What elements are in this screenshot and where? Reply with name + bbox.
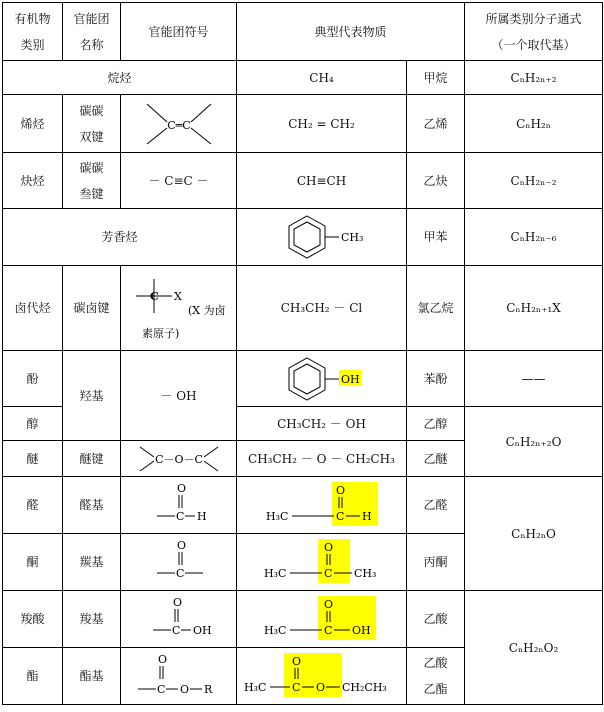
name-diethyl-ether: 乙醚 xyxy=(407,441,465,477)
category-alkyne: 炔烃 xyxy=(3,153,63,209)
svg-text:OH: OH xyxy=(192,624,212,637)
svg-text:R: R xyxy=(203,683,212,696)
category-halide: 卤代烃 xyxy=(3,266,63,351)
formula-ethyl-acetate xyxy=(237,648,407,705)
svg-text:CH₃: CH₃ xyxy=(340,231,363,244)
svg-text:C: C xyxy=(156,683,165,696)
name-ethyne: 乙炔 xyxy=(407,153,465,209)
svg-text:H: H xyxy=(361,510,372,523)
row-aromatic xyxy=(3,209,603,266)
ether-structure-icon xyxy=(124,443,234,475)
group-ether: 醚键 xyxy=(63,441,121,477)
svg-text:H₃C: H₃C xyxy=(263,567,286,580)
svg-text:C: C xyxy=(175,567,184,580)
svg-text:X: X xyxy=(173,290,182,303)
name-ethyl-acetate: 乙酸 乙酯 xyxy=(407,648,465,705)
formula-ethene: CH₂ = CH₂ xyxy=(237,95,407,153)
category-alkane: 烷烃 xyxy=(3,61,237,95)
header-general-formula: 所属类别分子通式 （一个取代基） xyxy=(465,3,603,61)
toluene-structure-icon xyxy=(267,212,377,262)
symbol-acid xyxy=(121,591,237,648)
group-hydroxyl: 羟基 xyxy=(63,351,121,441)
svg-text:(X 为卤: (X 为卤 xyxy=(187,304,226,317)
category-alkene: 烯烃 xyxy=(3,95,63,153)
general-acid-ester: CₙH₂ₙO₂ xyxy=(465,591,603,705)
row-alkene xyxy=(3,95,603,153)
formula-phenol xyxy=(237,351,407,407)
category-ester: 酯 xyxy=(3,648,63,705)
symbol-halide xyxy=(121,266,237,351)
general-phenol: —— xyxy=(465,351,603,407)
general-alcohol-ether: CₙH₂ₙ₊₂O xyxy=(465,407,603,477)
row-acid xyxy=(3,591,603,648)
formula-acetaldehyde xyxy=(237,477,407,534)
category-alcohol: 醇 xyxy=(3,407,63,441)
row-halide xyxy=(3,266,603,351)
symbol-ketone xyxy=(121,534,237,591)
row-phenol xyxy=(3,351,603,407)
name-ethene: 乙烯 xyxy=(407,95,465,153)
svg-text:C－O－C: C－O－C xyxy=(154,452,203,466)
svg-text:OH: OH xyxy=(340,372,360,386)
svg-text:OH: OH xyxy=(351,624,371,637)
svg-text:C: C xyxy=(323,624,332,637)
svg-text:O: O xyxy=(176,482,186,495)
name-acetone: 丙酮 xyxy=(407,534,465,591)
general-alkane: CₙH₂ₙ₊₂ xyxy=(465,61,603,95)
category-aromatic: 芳香烃 xyxy=(3,209,237,266)
group-aldehyde: 醛基 xyxy=(63,477,121,534)
svg-text:H₃C: H₃C xyxy=(263,624,286,637)
formula-ethyne: CH≡CH xyxy=(237,153,407,209)
aldehyde-group-icon xyxy=(129,480,229,530)
svg-text:O: O xyxy=(172,596,182,609)
svg-text:C: C xyxy=(149,290,159,303)
svg-text:H₃C: H₃C xyxy=(265,510,288,523)
symbol-alkene xyxy=(121,95,237,153)
general-alkyne: CₙH₂ₙ₋₂ xyxy=(465,153,603,209)
group-ester: 酯基 xyxy=(63,648,121,705)
svg-text:O: O xyxy=(335,484,345,497)
symbol-ether xyxy=(121,441,237,477)
general-halide: CₙH₂ₙ₊₁X xyxy=(465,266,603,351)
category-aldehyde: 醛 xyxy=(3,477,63,534)
svg-text:O: O xyxy=(323,541,333,554)
group-alkene: 碳碳 双键 xyxy=(63,95,121,153)
symbol-ester xyxy=(121,648,237,705)
acetic-acid-structure-icon xyxy=(262,594,382,644)
ethyl-acetate-structure-icon xyxy=(242,651,402,701)
formula-methane: CH₄ xyxy=(237,61,407,95)
name-acetaldehyde: 乙醛 xyxy=(407,477,465,534)
formula-ethanol: CH₃CH₂ － OH xyxy=(237,407,407,441)
name-acetic-acid: 乙酸 xyxy=(407,591,465,648)
functional-group-table xyxy=(2,2,603,705)
group-alkyne: 碳碳 叁键 xyxy=(63,153,121,209)
general-aromatic: CₙH₂ₙ₋₆ xyxy=(465,209,603,266)
name-chloroethane: 氯乙烷 xyxy=(407,266,465,351)
svg-text:C: C xyxy=(291,681,300,694)
category-phenol: 酚 xyxy=(3,351,63,407)
double-bond-structure-icon xyxy=(129,98,229,150)
group-acid: 羧基 xyxy=(63,591,121,648)
carbonyl-group-icon xyxy=(129,537,229,587)
svg-text:C: C xyxy=(171,624,180,637)
symbol-aldehyde xyxy=(121,477,237,534)
svg-text:CH₃: CH₃ xyxy=(353,567,376,580)
row-alkane xyxy=(3,61,603,95)
formula-acetic-acid xyxy=(237,591,407,648)
header-representative: 典型代表物质 xyxy=(237,3,465,61)
ester-group-icon xyxy=(124,651,234,701)
formula-chloroethane: CH₃CH₂ － Cl xyxy=(237,266,407,351)
general-aldehyde-ketone: CₙH₂ₙO xyxy=(465,477,603,591)
svg-text:O: O xyxy=(315,681,325,694)
group-ketone: 羰基 xyxy=(63,534,121,591)
svg-text:C═C: C═C xyxy=(166,118,191,132)
svg-text:素原子): 素原子) xyxy=(141,327,179,340)
svg-text:O: O xyxy=(157,653,167,666)
category-ketone: 酮 xyxy=(3,534,63,591)
row-aldehyde xyxy=(3,477,603,534)
svg-text:H₃C: H₃C xyxy=(243,681,266,694)
name-methane: 甲烷 xyxy=(407,61,465,95)
svg-text:C: C xyxy=(175,510,184,523)
group-halide: 碳卤键 xyxy=(63,266,121,351)
formula-acetone xyxy=(237,534,407,591)
formula-toluene xyxy=(237,209,407,266)
name-phenol: 苯酚 xyxy=(407,351,465,407)
symbol-hydroxyl: － OH xyxy=(121,351,237,441)
svg-text:O: O xyxy=(323,598,333,611)
svg-text:C: C xyxy=(335,510,344,523)
header-group-name: 官能团 名称 xyxy=(63,3,121,61)
formula-diethyl-ether: CH₃CH₂ － O － CH₂CH₃ xyxy=(237,441,407,477)
svg-text:C: C xyxy=(323,567,332,580)
svg-text:O: O xyxy=(179,683,189,696)
name-ethanol: 乙醇 xyxy=(407,407,465,441)
row-alkyne xyxy=(3,153,603,209)
svg-text:H: H xyxy=(196,510,207,523)
svg-text:O: O xyxy=(176,539,186,552)
symbol-alkyne: － C≡C － xyxy=(121,153,237,209)
svg-text:O: O xyxy=(291,655,301,668)
header-row xyxy=(3,3,603,61)
acetone-structure-icon xyxy=(262,537,382,587)
svg-text:CH₂CH₃: CH₂CH₃ xyxy=(341,681,387,694)
phenol-structure-icon xyxy=(267,354,377,404)
carboxyl-group-icon xyxy=(129,594,229,644)
header-group-symbol: 官能团符号 xyxy=(121,3,237,61)
header-category: 有机物 类别 xyxy=(3,3,63,61)
halide-structure-icon xyxy=(122,269,236,347)
category-acid: 羧酸 xyxy=(3,591,63,648)
general-alkene: CₙH₂ₙ xyxy=(465,95,603,153)
acetaldehyde-structure-icon xyxy=(262,480,382,530)
category-ether: 醚 xyxy=(3,441,63,477)
name-toluene: 甲苯 xyxy=(407,209,465,266)
